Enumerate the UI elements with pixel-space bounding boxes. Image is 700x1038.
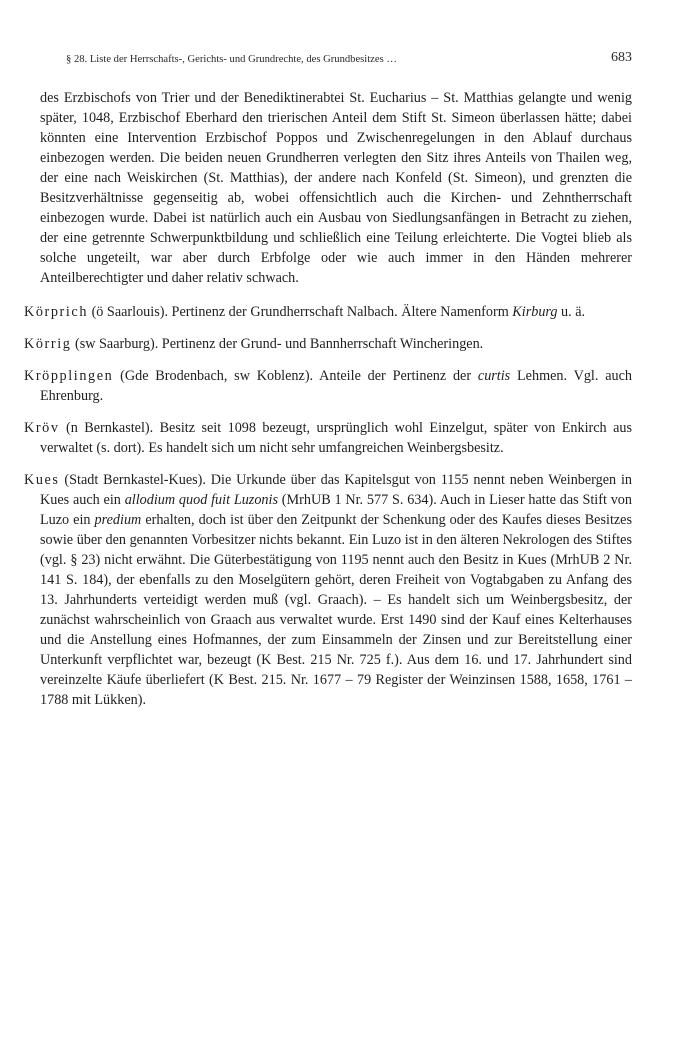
running-title: § 28. Liste der Herrschafts-, Gerichts- und Grundrechte, des Grundbesitzes … <box>66 54 397 65</box>
page-number: 683 <box>611 50 632 65</box>
entry-text: (MrhUB 1 Nr. 577 S. 634). Auch in Lieser hatte das Stift von Luzo ein <box>40 492 632 528</box>
entry-italic-term: allodium quod fuit Luzonis <box>124 492 278 508</box>
entry-koerprich <box>24 302 632 322</box>
entry-lemma: Kues <box>24 472 60 488</box>
body-text <box>24 88 632 722</box>
entry-text: (n Bernkastel). Besitz seit 1098 bezeugt, ursprünglich wohl Einzelgut, später von Enkirch aus verwaltet (s. dort). Es handelt sich um nicht sehr umfangreichen Weinbergsbesitz. <box>40 420 632 456</box>
entry-text: (sw Saarburg). Pertinenz der Grund- und Bannherrschaft Wincheringen. <box>71 336 484 352</box>
entry-lemma: Kröpplingen <box>24 368 114 384</box>
entry-text: Lehmen. Vgl. auch Ehrenburg. <box>40 368 633 404</box>
entry-italic-term: curtis <box>477 368 511 384</box>
entry-text: (ö Saarlouis). Pertinenz der Grundherrschaft Nalbach. Ältere Namenform <box>88 304 513 320</box>
entry-text: erhalten, doch ist über den Zeitpunkt der Schenkung oder des Kaufes dieses Besitzes sowie über den genannten Vorbesitzer nichts bekannt. Ein Luzo ist in den älteren Nekrologen des Stiftes (vgl. § 23) nicht erwähnt. Die Güterbestätigung von 1195 nennt auch den Besitz in Kues (MrhUB 2 Nr. 141 S. 184), der ebenfalls zu den Moselgütern gehört, deren Freiheit von Vogtabgaben zu Anfang des 13. Jahrhunderts verteidigt werden muß (vgl. Graach). – Es handelt sich um Weinbergsbesitz, der zunächst wahrscheinlich von Graach aus verwaltet wurde. Erst 1490 sind der Kauf eines Kelterhauses und die Anstellung eines Hofmannes, der zum Einsammeln der Zinsen und zur Bereitstellung einer Unterkunft verpflichtet war, bezeugt (K Best. 215 Nr. 725 f.). Aus dem 16. und 17. Jahrhundert sind vereinzelte Käufe überliefert (K Best. 215. Nr. 1677 – 79 Register der Weinzinsen 1588, 1658, 1761 – 1788 mit Lükken). <box>40 512 633 708</box>
entry-kroepplingen <box>24 366 632 406</box>
entry-kroev <box>24 418 632 458</box>
entry-text: (Gde Brodenbach, sw Koblenz). Anteile der Pertinenz der <box>113 368 478 384</box>
entry-kues <box>24 470 632 710</box>
entry-koerrig <box>24 334 632 354</box>
running-head <box>66 50 632 72</box>
entry-lemma: Körrig <box>24 336 72 352</box>
continuation-paragraph: des Erzbischofs von Trier und der Benediktinerabtei St. Eucharius – St. Matthias gelangte und wenig später, 1048, Erzbischof Eberhard den trierischen Anteil dem Stift St. Simeon überlassen hätte; dabei könnten eine Intervention Erzbischof Poppos und Zwischenregelungen in den Ablauf durchaus einbezogen werden. Die beiden neuen Grundherren verlegten den Sitz ihres Anteils von Thailen weg, der eine nach Weiskirchen (St. Matthias), der andere nach Konfeld (St. Simeon), und grenzten die Besitzverhältnisse gegenseitig ab, wobei offensichtlich auch die Kirchen- und Zehntherrschaft einbezogen wurde. Dabei ist natürlich auch ein Ausbau von Siedlungsanfängen in Betracht zu ziehen, der eine getrennte Schwerpunktbildung und schließlich eine Teilung erleichterte. Die Vogtei blieb als solche ungeteilt, war aber durch Erbfolge oder wie auch immer in den Händen mehrerer Anteilberechtigter und daher relativ schwach. <box>40 90 632 286</box>
entry-lemma: Körprich <box>24 304 89 320</box>
entry-italic-term: Kirburg <box>512 304 558 320</box>
entry-text: u. ä. <box>557 304 586 320</box>
entry-text: (Stadt Bernkastel-Kues). Die Urkunde über das Kapitelsgut von 1155 nennt neben Weinbergen in Kues auch ein <box>40 472 632 508</box>
entry-italic-term: predium <box>94 512 142 528</box>
entry-lemma: Kröv <box>24 420 60 436</box>
